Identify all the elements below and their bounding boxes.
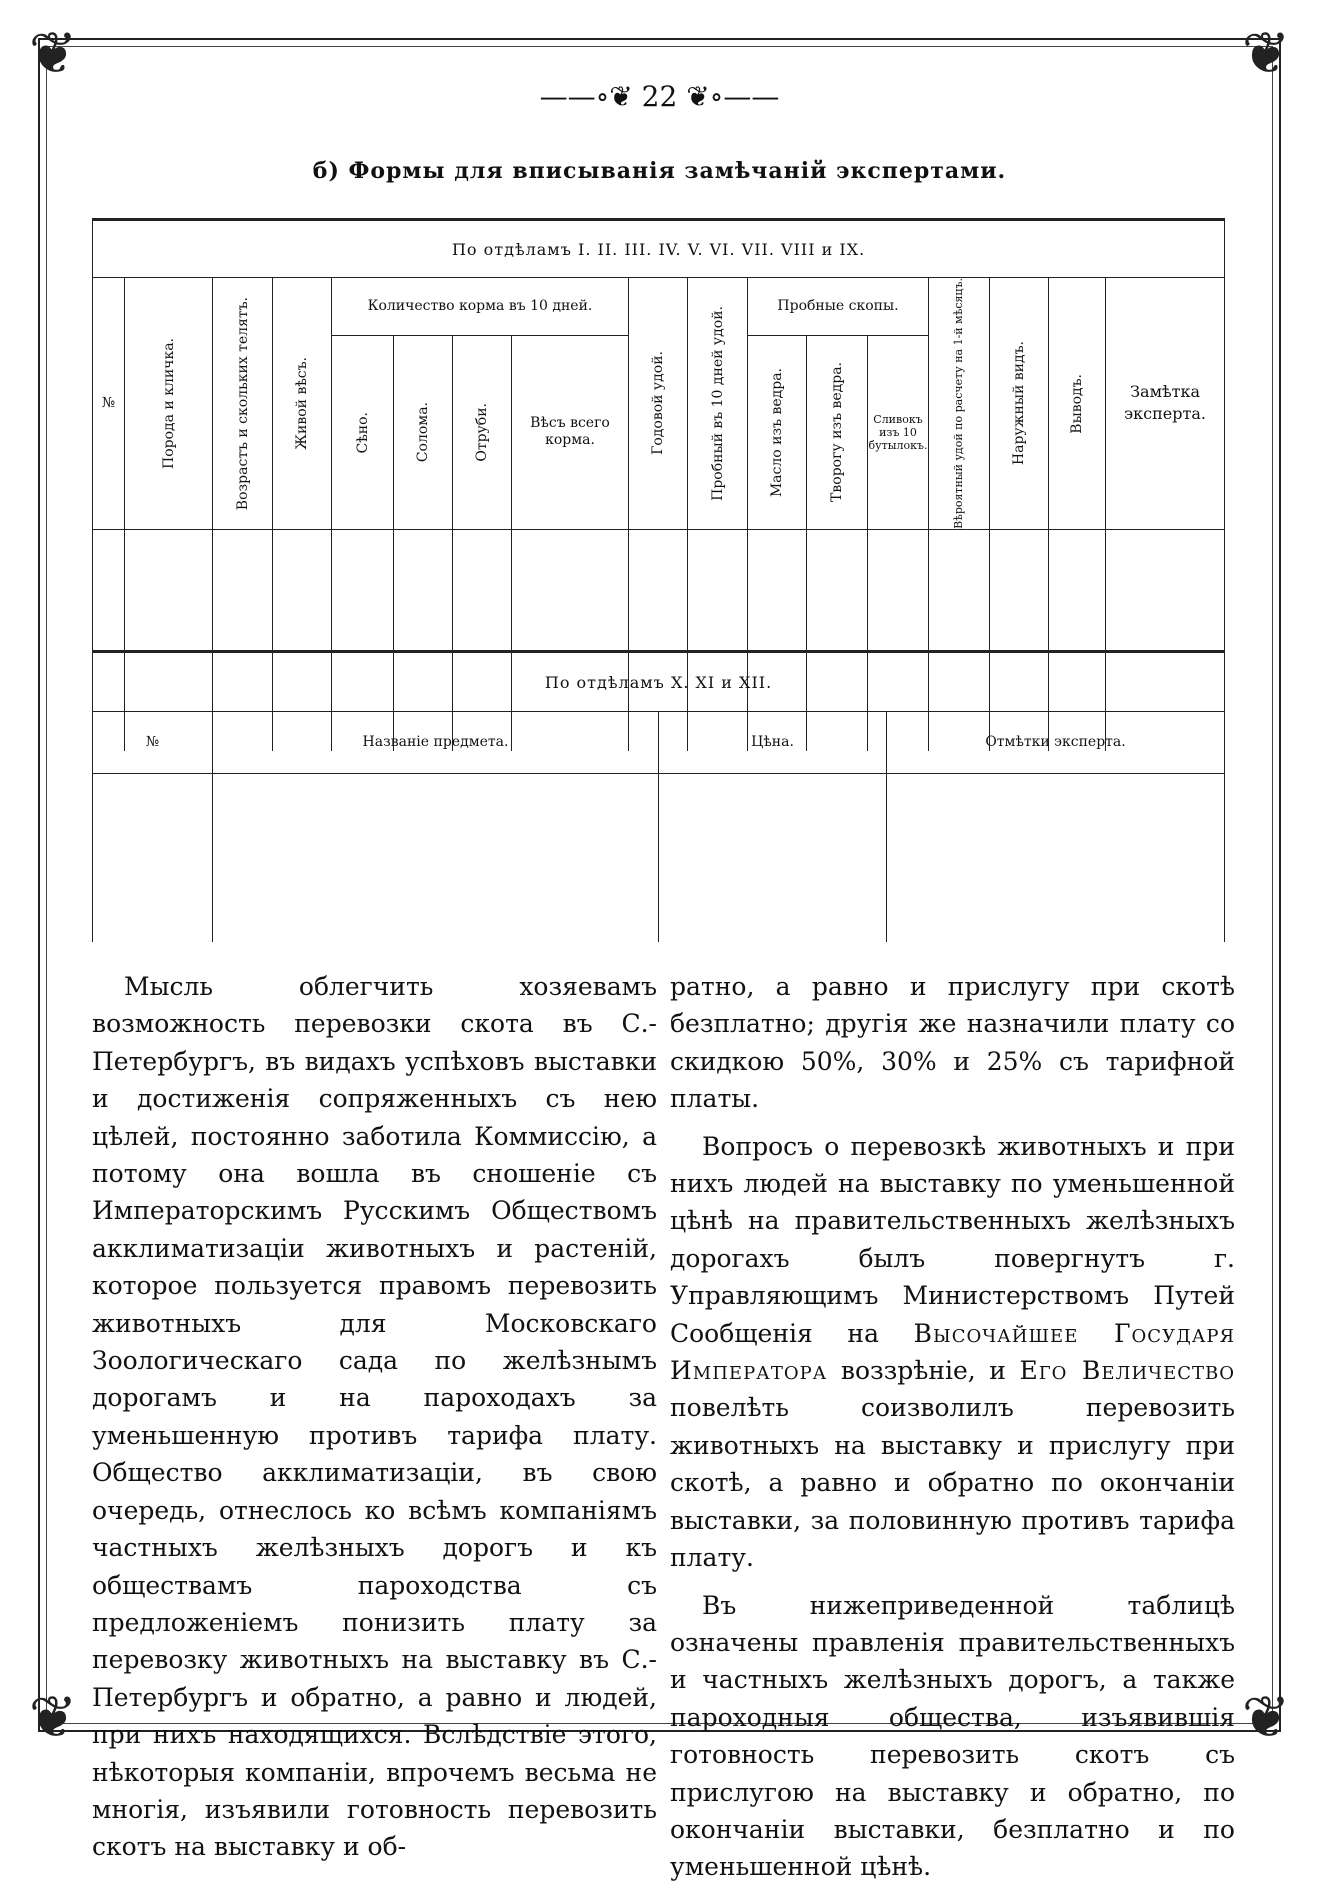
table1-col-probable: Вѣроятный удой по расчету на 1-й мѣсяцъ. bbox=[952, 278, 965, 529]
table1-col-weight: Живой вѣсъ. bbox=[294, 357, 310, 450]
table1-feed-total: Вѣсъ всего корма. bbox=[512, 335, 629, 529]
table1-col-note: Замѣтка эксперта. bbox=[1106, 278, 1225, 530]
table2-col-name: Названіе предмета. bbox=[213, 712, 659, 774]
corner-ornament-icon: ❦ bbox=[1241, 1683, 1291, 1751]
ornament-right-icon: ❦∘—— bbox=[677, 80, 780, 113]
table1-sample-curd: Творогу изъ ведра. bbox=[829, 362, 845, 503]
page-number-header bbox=[0, 80, 1319, 113]
table1-feed-straw: Солома. bbox=[415, 402, 431, 463]
right-p2-smallcaps-2: Его Величество bbox=[1019, 1356, 1235, 1386]
table1-col-age: Возрастъ и скольких телятъ. bbox=[234, 296, 251, 511]
expert-form-table-2 bbox=[92, 650, 1225, 942]
corner-ornament-icon: ❦ bbox=[1241, 19, 1291, 87]
table1-col-conclusion: Выводъ. bbox=[1069, 373, 1085, 434]
ornament-left-icon: ——∘❦ bbox=[539, 80, 642, 113]
corner-ornament-icon: ❦ bbox=[28, 19, 78, 87]
right-paragraph-2 bbox=[670, 1128, 1235, 1577]
table1-caption: По отдѣламъ I. II. III. IV. V. VI. VII. VIII и IX. bbox=[93, 220, 1225, 278]
right-p2-part-c: повелѣть соизволилъ перевозить животныхъ на выставку и прислугу при скотѣ, а равно и обратно по окончаніи выставки, за половинную противъ тарифа плату. bbox=[670, 1393, 1235, 1573]
table1-col-appearance: Наружный видъ. bbox=[1011, 341, 1027, 466]
table1-col-num: № bbox=[93, 278, 125, 530]
table1-samples-group: Пробные скопы. bbox=[748, 278, 929, 336]
table2-caption: По отдѣламъ X. XI и XII. bbox=[93, 652, 1225, 712]
table1-sample-butter: Масло изъ ведра. bbox=[769, 367, 785, 497]
table2-blank-row bbox=[93, 774, 1225, 942]
left-paragraph-1: Мысль облегчить хозяевамъ возможность перевозки скота въ С.-Петербургъ, въ видахъ успѣховъ выставки и достиженія сопряженныхъ съ нею цѣлей, постоянно заботила Коммиссію, а потому она вошла въ сношеніе съ Императорскимъ Русскимъ Обществомъ акклиматизаціи животныхъ и растеній, которое пользуется правомъ перевозить животныхъ для Московскаго Зоологическаго сада по желѣзнымъ дорогамъ и на пароходахъ за уменьшенную противъ тарифа плату. Общество акклиматизаціи, въ свою очередь, отнеслось ко всѣмъ компаніямъ частныхъ желѣзныхъ дорогъ и къ обществамъ пароходства съ предложеніемъ понизить плату за перевозку животныхъ на выставку въ С.-Петербургъ и обратно, а равно и людей, при нихъ находящихся. Вслѣдствіе этого, нѣкоторыя компаніи, впрочемъ весьма не многія, изъявили готовность перевозить скотъ на выставку и об- bbox=[92, 972, 657, 1862]
right-paragraph-3: Въ нижеприведенной таблицѣ означены правленія правительственныхъ и частныхъ желѣзныхъ дорогъ, а также пароходныя общества, изъявившія готовность перевозить скотъ съ прислугою на выставку и обратно, по окончаніи выставки, безплатно и по уменьшенной цѣнѣ. bbox=[670, 1590, 1235, 1882]
table1-feed-hay: Сѣно. bbox=[354, 411, 371, 454]
corner-ornament-icon: ❦ bbox=[28, 1683, 78, 1751]
table2-col-marks: Отмѣтки эксперта. bbox=[887, 712, 1225, 774]
table1-feed-group: Количество корма въ 10 дней. bbox=[332, 278, 629, 336]
right-p2-smallcaps-1: Высочайшее Государя Императора bbox=[670, 1318, 1235, 1386]
table2-col-num: № bbox=[93, 712, 213, 774]
text-column-right bbox=[670, 968, 1235, 1886]
table1-feed-bran: Отруби. bbox=[474, 403, 490, 462]
page-number: 22 bbox=[641, 80, 678, 113]
table1-col-yearly: Годовой удой. bbox=[650, 351, 666, 456]
table2-col-price: Цѣна. bbox=[659, 712, 887, 774]
table1-col-trial: Пробный въ 10 дней удой. bbox=[709, 305, 726, 501]
right-paragraph-1: ратно, а равно и прислугу при скотѣ безплатно; другія же назначили плату со скидкою 50%, 30% и 25% съ тарифной платы. bbox=[670, 972, 1235, 1114]
right-p2-part-b: воззрѣніе, и bbox=[827, 1356, 1020, 1386]
table1-sample-cream: Сливокъ изъ 10 бутылокъ. bbox=[868, 335, 929, 529]
right-p2-part-a: Вопросъ о перевозкѣ животныхъ и при нихъ людей на выставку по уменьшенной цѣнѣ на правительственныхъ желѣзныхъ дорогахъ былъ повергнутъ г. Управляющимъ Министерствомъ Путей Сообщенія на bbox=[670, 1131, 1235, 1348]
table1-col-breed: Порода и кличка. bbox=[160, 337, 177, 469]
section-title: б) Формы для вписыванія замѣчаній экспертами. bbox=[312, 158, 1007, 184]
text-column-left bbox=[92, 968, 657, 1866]
